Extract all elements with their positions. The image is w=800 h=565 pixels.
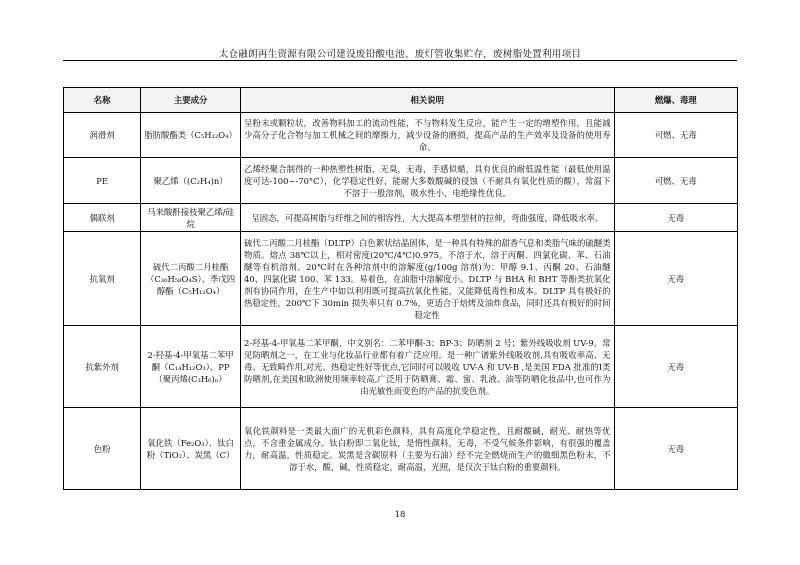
row-toxicity: 可燃、无毒 [614, 158, 738, 204]
row-description: 硫代二丙酸二月桂酯（DLTP）白色絮状结晶固体，是一种具有特殊的甜香气息和类脂气味的硫醚类物质。熔点 38℃以上，相对密度(20℃/4℃)0.975。不溶于水，溶于丙酮、四氯化碳、苯、石油醚等有机溶剂。20℃时在各种溶剂中的溶解度(g/100g 溶剂)为：甲醇 9.1、丙酮 20、石油醚 40、四氯化碳 100、苯 133。易着色，在油脂中溶解度小。DLTP 与 BHA 和 BHT 等酚类抗氧化剂有协同作用，在生产中如以利用既可提高抗氧化性能，又能降低毒性和成本。DLTP 具有极好的热稳定性，200℃下 30min 损失率只有 0.7%，更适合于焙烤及油炸食品，同时还具有极好的时间稳定性 [240, 232, 614, 326]
row-component: 氧化铁（Fe₂O₃）、钛白粉（TiO₂）、炭黑（C） [141, 408, 241, 490]
row-name: 偶联剂 [64, 204, 141, 232]
row-name: 色粉 [64, 408, 141, 490]
table-row [64, 408, 738, 490]
column-header-description: 相关说明 [240, 88, 614, 113]
row-toxicity: 无毒 [614, 204, 738, 232]
table-header-row [64, 88, 738, 113]
table-row [64, 204, 738, 232]
table-row [64, 232, 738, 326]
row-description: 呈粉末或颗粒状，改善物料加工的流动性能，不与物料发生反应，能产生一定的增塑作用，且能减少高分子化合物与加工机械之间的摩擦力，减少设备的磨损，提高产品的生产效率及设备的使用寿命。 [240, 113, 614, 158]
row-component: 脂肪酸酯类（C₅H₁₂O₄） [141, 113, 241, 158]
materials-table [63, 87, 738, 490]
row-component: 2-羟基-4-甲氧基二苯甲酮（C₁₄H₁₂O₃）、PP（聚丙烯(C₃H₆)ₙ） [141, 326, 241, 408]
row-toxicity: 无毒 [614, 326, 738, 408]
row-description: 氧化铁颜料是一类最大面广的无机彩色颜料，具有高度化学稳定性，且耐酸碱，耐光、耐热等优点，不含重金属成分。钛白粉即二氧化钛，是惰性颜料，无毒，不受气候条件影响，有很强的覆盖力，耐高温，性质稳定。炭黑是含碳原料（主要为石油）经不完全燃烧而生产的微细黑色粉末，不溶于水，酸，碱，性质稳定，耐高温，光照，是仅次于钛白粉的重要颜料。 [240, 408, 614, 490]
row-description: 2-羟基-4-甲氧基二苯甲酮，中文别名：二苯甲酮-3；BP-3；防晒剂 2 号；紫外线吸收剂 UV-9。常见防晒剂之一，在工业与化妆品行业都有着广泛应用。是一种广谱紫外线吸收剂,具有吸收率高、无毒、无致畸作用,对光、热稳定性好等优点,它同时可以吸收 UV-A 和 UV-B ,是美国 FDA 批准的Ⅰ类防晒剂,在美国和欧洲使用频率较高,广泛用于防晒膏、霜、蜜、乳液、油等防晒化妆品中,也可作为由光敏性而变色的产品的抗变色剂。 [240, 326, 614, 408]
column-header-component: 主要成分 [141, 88, 241, 113]
page-header: 太仓融朗再生资源有限公司建设废铅酸电池、废灯管收集贮存，废树脂处置利用项目 [218, 49, 582, 60]
row-toxicity: 可燃、无毒 [614, 113, 738, 158]
row-name: 抗紫外剂 [64, 326, 141, 408]
row-name: PE [64, 158, 141, 204]
header-rule [63, 60, 737, 61]
row-component: 聚乙烯（(C₂H₄)n） [141, 158, 241, 204]
page-number: 18 [394, 510, 406, 520]
row-component: 硫代二丙酸二月桂酯（C₃₀H₅₈O₄S）、季戊四醇酯（C₅H₁₂O₄） [141, 232, 241, 326]
row-toxicity: 无毒 [614, 408, 738, 490]
table-row [64, 113, 738, 158]
table-row [64, 326, 738, 408]
table-row [64, 158, 738, 204]
row-name: 润滑剂 [64, 113, 141, 158]
row-component: 马来酸酐接枝聚乙烯/硅烷 [141, 204, 241, 232]
column-header-toxicity: 燃爆、毒理 [614, 88, 738, 113]
row-description: 呈固态，可提高树脂与纤维之间的相容性，大大提高本塑型材的拉伸，弯曲强度，降低吸水率。 [240, 204, 614, 232]
row-description: 乙烯经聚合制得的一种热塑性树脂，无臭，无毒，手感似蜡，具有优良的耐低温性能（最低使用温度可达-100~-70°C），化学稳定性好，能耐大多数酸碱的侵蚀（不耐具有氧化性质的酸），常温下不溶于一般溶剂，吸水性小，电绝缘性优良。 [240, 158, 614, 204]
column-header-name: 名称 [64, 88, 141, 113]
row-name: 抗氧剂 [64, 232, 141, 326]
row-toxicity: 无毒 [614, 232, 738, 326]
